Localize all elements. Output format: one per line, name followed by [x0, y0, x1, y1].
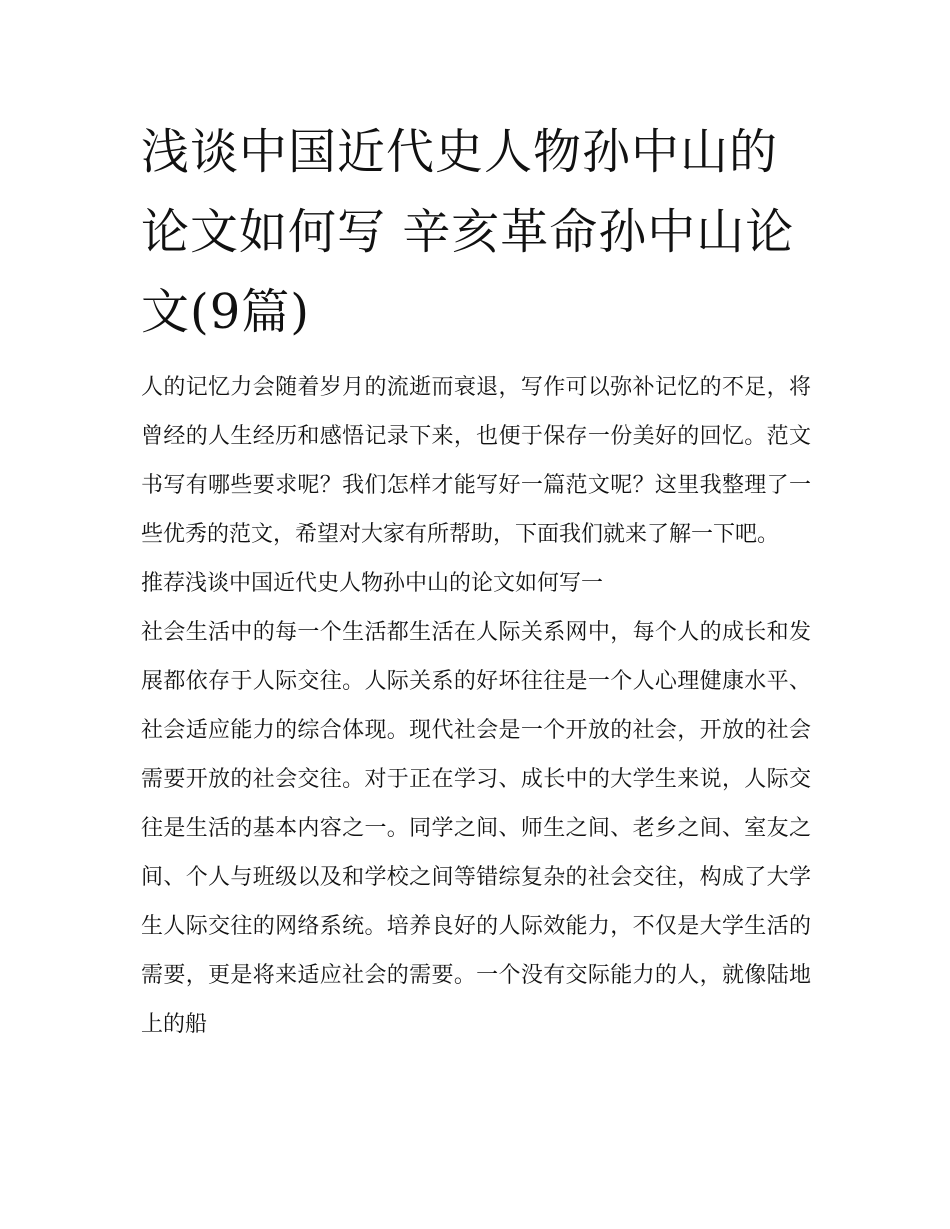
document-content	[141, 112, 811, 1049]
document-title: 浅谈中国近代史人物孙中山的论文如何写 辛亥革命孙中山论文(9篇)	[141, 124, 795, 340]
intro-paragraph: 人的记忆力会随着岁月的流逝而衰退，写作可以弥补记忆的不足，将曾经的人生经历和感悟记录下来，也便于保存一份美好的回忆。范文书写有哪些要求呢？我们怎样才能写好一篇范文呢？这里我整理了一些优秀的范文，希望对大家有所帮助，下面我们就来了解一下吧。	[141, 375, 811, 547]
section-body-paragraph: 社会生活中的每一个生活都生活在人际关系网中，每个人的成长和发展都依存于人际交往。人际关系的好坏往往是一个人心理健康水平、社会适应能力的综合体现。现代社会是一个开放的社会，开放的社会需要开放的社会交往。对于正在学习、成长中的大学生来说，人际交往是生活的基本内容之一。同学之间、师生之间、老乡之间、室友之间、个人与班级以及和学校之间等错综复杂的社会交往，构成了大学生人际交往的网络系统。培养良好的人际效能力，不仅是大学生活的需要，更是将来适应社会的需要。一个没有交际能力的人，就像陆地上的船	[141, 620, 811, 1037]
section-heading: 推荐浅谈中国近代史人物孙中山的论文如何写一	[141, 571, 604, 596]
